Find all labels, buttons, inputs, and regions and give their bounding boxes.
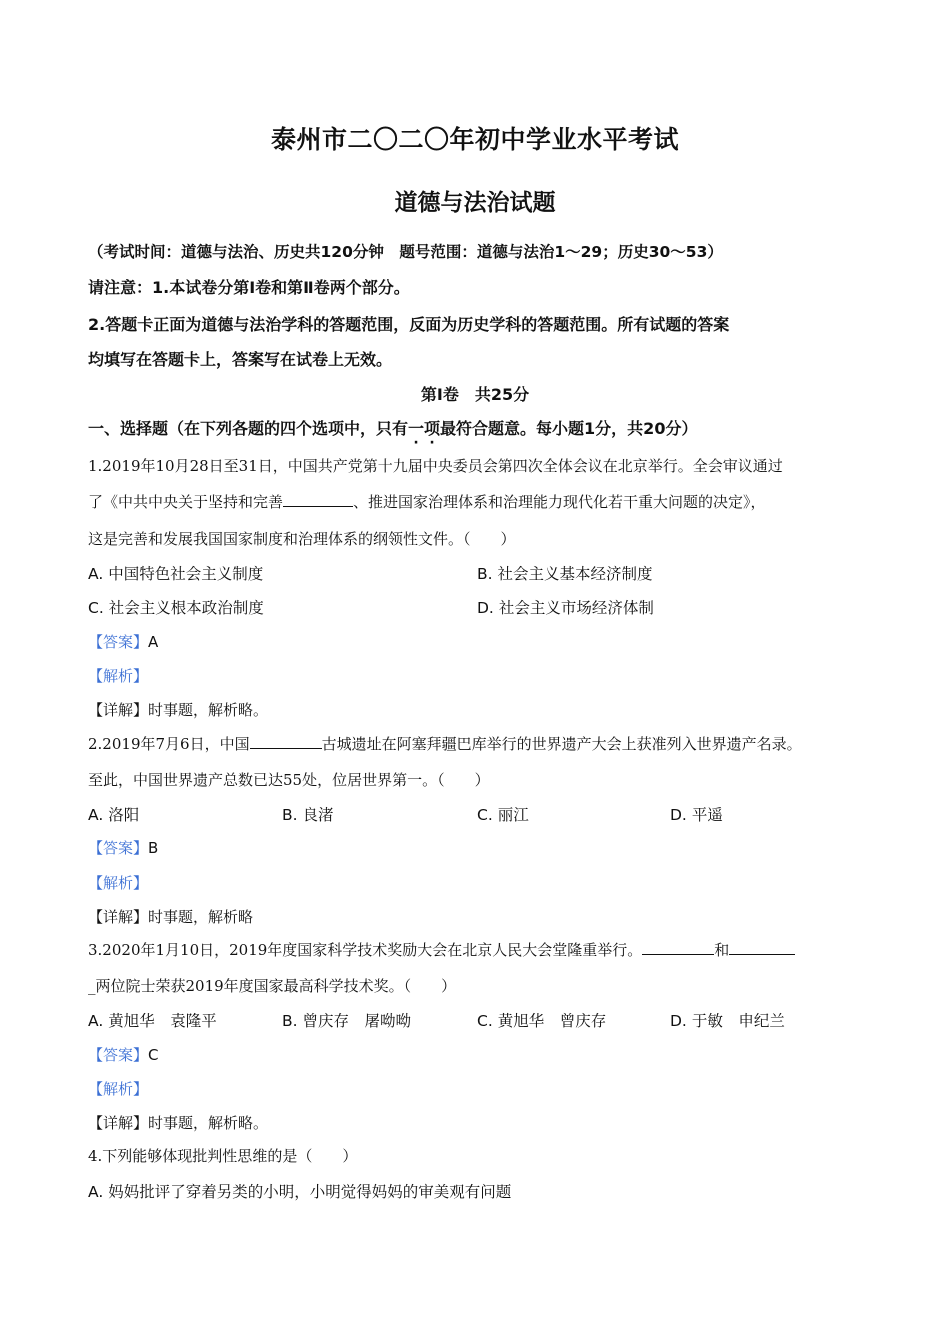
option-label: A.	[88, 565, 104, 583]
option-label: B.	[282, 1012, 298, 1030]
q3-answer	[88, 1044, 159, 1065]
detail-tag: 【详解】	[88, 701, 149, 719]
note-1: 请注意：1.本试卷分第Ⅰ卷和第Ⅱ卷两个部分。	[88, 278, 410, 297]
option-label: C.	[477, 1012, 493, 1030]
note-2-line-2: 均填写在答题卡上，答案写在试卷上无效。	[88, 350, 393, 369]
option-text: 曾庆存 屠呦呦	[302, 1012, 412, 1030]
emphasis-char-2: 项	[424, 419, 441, 438]
option-text: 社会主义市场经济体制	[498, 599, 654, 617]
q1-line-2-post: 、推进国家治理体系和治理能力现代化若干重大问题的决定》，	[353, 493, 766, 511]
q3-detail	[88, 1112, 268, 1133]
answer-tag: 【答案】	[88, 1046, 149, 1064]
option-text: 平遥	[691, 806, 723, 824]
q1-line-2-pre: 了《中共中央关于坚持和完善	[88, 493, 284, 511]
option-text: 良渚	[302, 806, 334, 824]
option-text: 黄旭华 袁隆平	[108, 1012, 217, 1030]
answer-value: A	[148, 633, 159, 651]
q3-option-d	[670, 1009, 785, 1031]
q2-option-d	[670, 803, 723, 825]
q4-option-a	[88, 1180, 511, 1202]
option-label: C.	[477, 806, 493, 824]
option-label: B.	[477, 565, 493, 583]
option-label: A.	[88, 1012, 104, 1030]
q2-answer	[88, 837, 158, 858]
q2-option-c	[477, 803, 529, 825]
q1-line-2	[88, 491, 766, 512]
q1-answer	[88, 631, 158, 652]
detail-tag: 【详解】	[88, 1114, 149, 1132]
q2-line-2: 至此，中国世界遗产总数已达55处，位居世界第一。（ ）	[88, 771, 490, 789]
q2-option-b	[282, 803, 334, 825]
fill-blank	[283, 492, 353, 507]
option-label: D.	[670, 1012, 687, 1030]
page-title: 泰州市二〇二〇年初中学业水平考试	[270, 125, 679, 154]
answer-value: C	[148, 1046, 159, 1064]
q3-line-1-mid: 和	[714, 941, 730, 959]
answer-value: B	[148, 839, 159, 857]
q1-option-d	[477, 596, 654, 618]
option-label: A.	[88, 806, 104, 824]
q4-line-1: 4.下列能够体现批判性思维的是（ ）	[88, 1147, 358, 1165]
q3-line-2: _两位院士荣获2019年度国家最高科学技术奖。（ ）	[88, 977, 457, 995]
q3-line-1-pre: 3.2020年1月10日，2019年度国家科学技术奖励大会在北京人民大会堂隆重举行。	[88, 941, 643, 959]
q1-option-b	[477, 562, 653, 584]
section-heading	[88, 416, 697, 439]
option-label: D.	[670, 806, 687, 824]
q2-detail	[88, 906, 253, 927]
detail-text: 时事题，解析略	[148, 908, 254, 926]
q1-line-1: 1.2019年10月28日至31日，中国共产党第十九届中央委员会第四次全体会议在北京举行。全会审议通过	[88, 457, 783, 475]
q2-option-a	[88, 803, 139, 825]
q2-analysis-tag: 【解析】	[88, 874, 149, 892]
option-label: C.	[88, 599, 104, 617]
q3-option-a	[88, 1009, 217, 1031]
q2-line-1-pre: 2.2019年7月6日，中国	[88, 735, 250, 753]
q3-option-b	[282, 1009, 411, 1031]
option-label: B.	[282, 806, 298, 824]
note-2-line-1: 2.答题卡正面为道德与法治学科的答题范围，反面为历史学科的答题范围。所有试题的答案	[88, 315, 730, 334]
exam-info: （考试时间：道德与法治、历史共120分钟 题号范围：道德与法治1～29；历史30～53）	[88, 243, 723, 261]
answer-tag: 【答案】	[88, 839, 149, 857]
detail-text: 时事题，解析略。	[148, 1114, 269, 1132]
option-label: A.	[88, 1183, 104, 1201]
q3-line-1	[88, 939, 795, 960]
section-heading-pre: 一、选择题（在下列各题的四个选项中，只有	[88, 419, 409, 438]
option-text: 丽江	[497, 806, 529, 824]
answer-tag: 【答案】	[88, 633, 149, 651]
q2-line-1-post: 古城遗址在阿塞拜疆巴库举行的世界遗产大会上获准列入世界遗产名录。	[321, 735, 802, 753]
option-label: D.	[477, 599, 494, 617]
emphasis-char-1: 一	[408, 419, 425, 438]
fill-blank	[729, 940, 795, 955]
q1-option-c	[88, 596, 264, 618]
option-text: 洛阳	[108, 806, 140, 824]
q2-line-1	[88, 733, 802, 754]
option-text: 黄旭华 曾庆存	[497, 1012, 607, 1030]
q1-detail	[88, 699, 268, 720]
q1-analysis-tag: 【解析】	[88, 667, 149, 685]
option-text: 中国特色社会主义制度	[108, 565, 264, 583]
section-heading-post: 最符合题意。每小题1分，共20分）	[440, 419, 698, 438]
option-text: 社会主义根本政治制度	[108, 599, 264, 617]
q1-option-a	[88, 562, 263, 584]
q3-analysis-tag: 【解析】	[88, 1080, 149, 1098]
option-text: 妈妈批评了穿着另类的小明，小明觉得妈妈的审美观有问题	[108, 1183, 512, 1201]
page-subtitle: 道德与法治试题	[394, 190, 556, 216]
option-text: 于敏 申纪兰	[691, 1012, 785, 1030]
detail-tag: 【详解】	[88, 908, 149, 926]
q1-line-3: 这是完善和发展我国国家制度和治理体系的纲领性文件。（ ）	[88, 530, 516, 548]
q3-option-c	[477, 1009, 606, 1031]
option-text: 社会主义基本经济制度	[497, 565, 653, 583]
detail-text: 时事题，解析略。	[148, 701, 269, 719]
part-title: 第Ⅰ卷 共25分	[420, 385, 530, 404]
fill-blank	[250, 734, 322, 749]
fill-blank	[642, 940, 714, 955]
